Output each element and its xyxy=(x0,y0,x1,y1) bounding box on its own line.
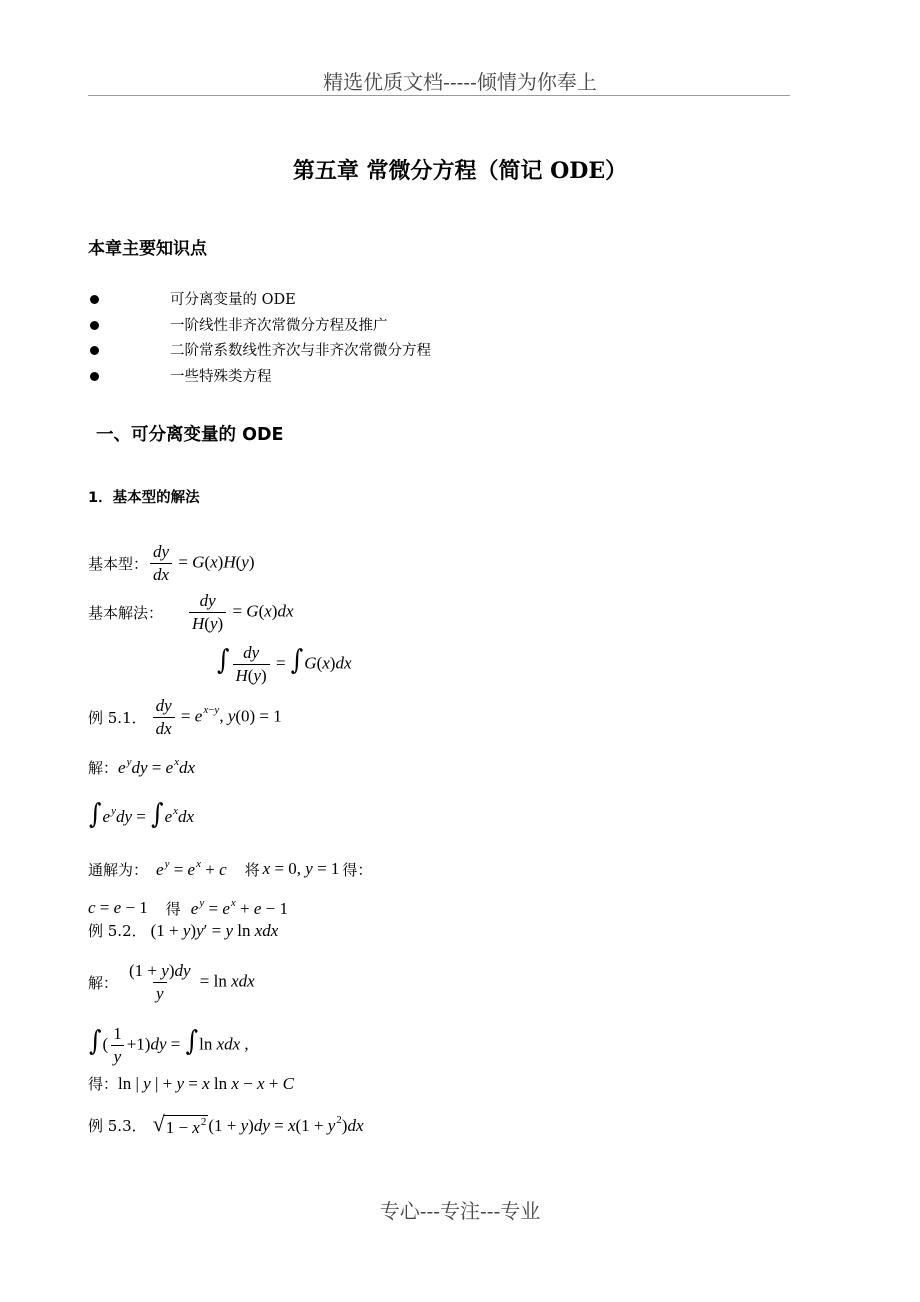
page-footer: 专心---专注---专业 xyxy=(379,1199,541,1223)
bullet-icon xyxy=(90,346,99,355)
subsection-heading-basic: 1．基本型的解法 xyxy=(88,490,200,506)
bullet-icon xyxy=(90,372,99,381)
header-rule xyxy=(88,95,790,96)
example-5-1: 例 5.1． $\frac{dy}{dx}$ = $e^{x-y}$, y(0) = 1 xyxy=(88,696,282,738)
page-header: 精选优质文档-----倾情为你奉上 xyxy=(323,70,597,94)
formula-basic-type: 基本型： $\frac{dy}{dx}$ = G(x)H(y) xyxy=(88,542,255,584)
solution-5-1-step2: $\int e^ydy = \int e^xdx$ xyxy=(89,797,195,831)
section-heading-separable: 一、可分离变量的 ODE xyxy=(96,425,284,445)
solution-5-2-step2: ∫( $\frac{1}{y}$ +1)dy = ∫ln xdx , xyxy=(89,1024,249,1066)
solution-5-2-result: 得： ln | y | + y = x ln x − x + C xyxy=(88,1073,294,1093)
solution-5-1-step1: 解： $e^ydy = e^xdx$ xyxy=(88,756,196,777)
chapter-title: 第五章 常微分方程（简记 ODE） xyxy=(292,158,628,184)
solution-5-1-result: c = e − 1 得 $e^y = e^x + e - 1$ xyxy=(88,897,288,918)
solution-5-1-general: 通解为： $e^y = e^x + c$ 将 x = 0, y = 1 得： xyxy=(88,858,373,879)
bullet-icon xyxy=(90,295,99,304)
solution-5-2-step1: 解： $\frac{(1 + y)dy}{y}$ = ln xdx xyxy=(88,961,255,1003)
section-heading-key-points: 本章主要知识点 xyxy=(88,239,207,259)
example-5-3: 例 5.3． √ $1 - x^2$ $(1 + y)dy = x(1 + y^2)dx$ xyxy=(88,1111,364,1137)
example-5-2: 例 5.2． (1 + y)y′ = y ln xdx xyxy=(88,920,279,940)
formula-basic-method: 基本解法： $\frac{dy}{H(y)}$ = G(x)dx xyxy=(88,591,294,633)
formula-integral-method: ∫ $\frac{dy}{H(y)}$ = ∫G(x)dx xyxy=(217,643,352,685)
bullet-icon xyxy=(90,321,99,330)
